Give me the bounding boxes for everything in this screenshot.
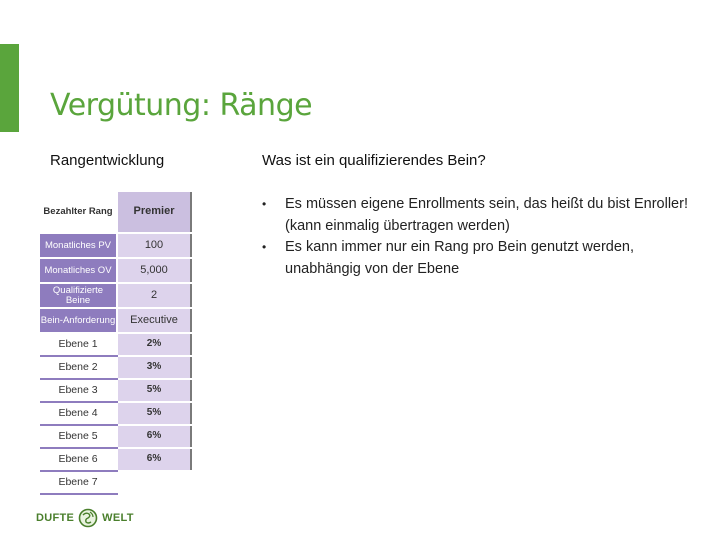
header-value-premier: Premier <box>117 192 191 233</box>
criteria-value: Executive <box>117 308 191 333</box>
criteria-value: 5,000 <box>117 258 191 283</box>
table-row <box>40 402 191 425</box>
level-label: Ebene 3 <box>40 379 117 402</box>
criteria-label: Monatliches OV <box>40 258 117 283</box>
subtitle-qualifying-leg: Was ist ein qualifizierendes Bein? <box>262 152 486 169</box>
level-label: Ebene 2 <box>40 356 117 379</box>
level-value: 3% <box>117 356 191 379</box>
level-value <box>117 471 191 494</box>
bullet-icon: • <box>262 197 267 211</box>
header-label-paid-rank: Bezahlter Rang <box>40 192 117 233</box>
criteria-label: Qualifizierte Beine <box>40 283 117 308</box>
table-header-row <box>40 192 191 233</box>
table-row <box>40 471 191 494</box>
level-value: 2% <box>117 333 191 356</box>
table-row <box>40 448 191 471</box>
list-item <box>258 237 698 280</box>
table-row <box>40 233 191 258</box>
globe-icon <box>78 508 98 528</box>
table-row <box>40 379 191 402</box>
level-value: 5% <box>117 379 191 402</box>
bullet-text: Es müssen eigene Enrollments sein, das heißt du bist Enroller! (kann einmalig übertragen werden) <box>285 196 688 234</box>
level-label: Ebene 6 <box>40 448 117 471</box>
table-row <box>40 308 191 333</box>
table-row <box>40 356 191 379</box>
subtitle-rank-development: Rangentwicklung <box>50 152 165 169</box>
qualifying-leg-bullets <box>258 194 698 280</box>
criteria-value: 2 <box>117 283 191 308</box>
table-row <box>40 258 191 283</box>
level-value: 6% <box>117 448 191 471</box>
accent-bar <box>0 44 19 132</box>
level-label: Ebene 1 <box>40 333 117 356</box>
brand-logo <box>36 509 134 527</box>
level-value: 5% <box>117 402 191 425</box>
criteria-value: 100 <box>117 233 191 258</box>
table-row <box>40 283 191 308</box>
bullet-icon: • <box>262 240 267 254</box>
rank-table <box>40 192 192 495</box>
table-row <box>40 425 191 448</box>
level-label: Ebene 4 <box>40 402 117 425</box>
level-label: Ebene 5 <box>40 425 117 448</box>
criteria-label: Bein-Anforderung <box>40 308 117 333</box>
slide-title: Vergütung: Ränge <box>50 88 313 123</box>
level-value: 6% <box>117 425 191 448</box>
logo-word-left: DUFTE <box>36 512 75 524</box>
table-row <box>40 333 191 356</box>
bullet-text: Es kann immer nur ein Rang pro Bein genutzt werden, unabhängig von der Ebene <box>285 239 634 277</box>
criteria-label: Monatliches PV <box>40 233 117 258</box>
list-item <box>258 194 698 237</box>
logo-word-right: WELT <box>102 512 134 524</box>
level-label: Ebene 7 <box>40 471 117 494</box>
